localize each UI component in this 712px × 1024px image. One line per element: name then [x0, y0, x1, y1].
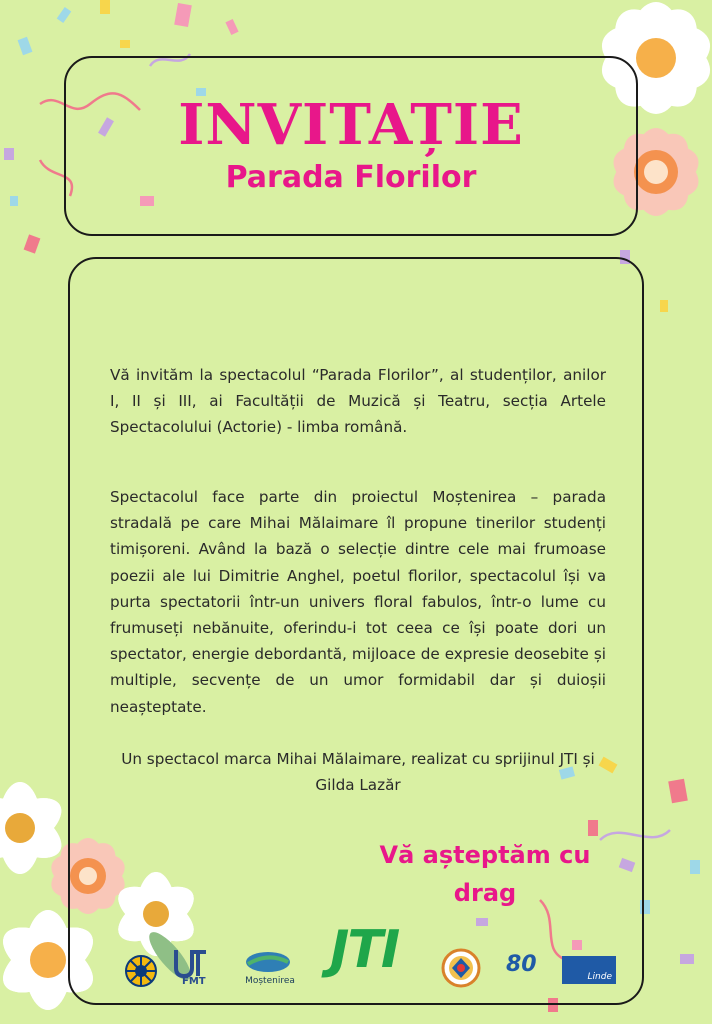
jti-label: JTI	[330, 920, 399, 980]
event-subtitle: Parada Florilor	[225, 160, 477, 195]
closing-message: Vă așteptăm cu drag	[379, 841, 591, 907]
description-paragraph: Spectacolul face parte din proiectul Moștenirea – parada stradală pe care Mihai Mălaimare îl propune tinerilor studenți timișoreni. Având la bază o selecție dintre cele mai frumoase poezii ale lui Dimitrie Anghel, poetul florilor, spectacolul își va purta spectatorii într-un univers floral fabulos, într-o lume cu frumuseți nebănuite, oferindu-i tot ceea ce își poate dori un spectator, energie debordantă, mijloace de expresie deosebite și multiple, secvențe de un umor formidabil dar și duioșii neașteptate.	[110, 488, 606, 716]
mostenirea-logo	[240, 950, 300, 990]
sponsor-logos	[118, 918, 618, 1000]
linde-logo	[562, 956, 616, 984]
university-crest-logo	[436, 948, 486, 988]
fmt-label: FMT	[182, 976, 206, 987]
page-title: INVITAȚIE	[178, 92, 524, 158]
linde-label: Linde	[587, 972, 612, 982]
jti-logo	[330, 922, 398, 978]
fmt-logo	[170, 946, 210, 996]
credits-paragraph: Un spectacol marca Mihai Mălaimare, realizat cu sprijinul JTI și Gilda Lazăr	[121, 750, 595, 795]
invitation-paragraph: Vă invităm la spectacolul “Parada Florilor”, al studenților, anilor I, II și III, ai Facultății de Muzică și Teatru, secția Artele Spectacolului (Actorie) - limba română.	[110, 366, 606, 437]
rotary-logo	[124, 954, 158, 988]
mostenirea-label: Moștenirea	[245, 976, 295, 986]
anniversary-80-logo	[506, 952, 537, 978]
anniversary-80-label: 80	[506, 952, 537, 977]
title-frame	[64, 56, 638, 236]
